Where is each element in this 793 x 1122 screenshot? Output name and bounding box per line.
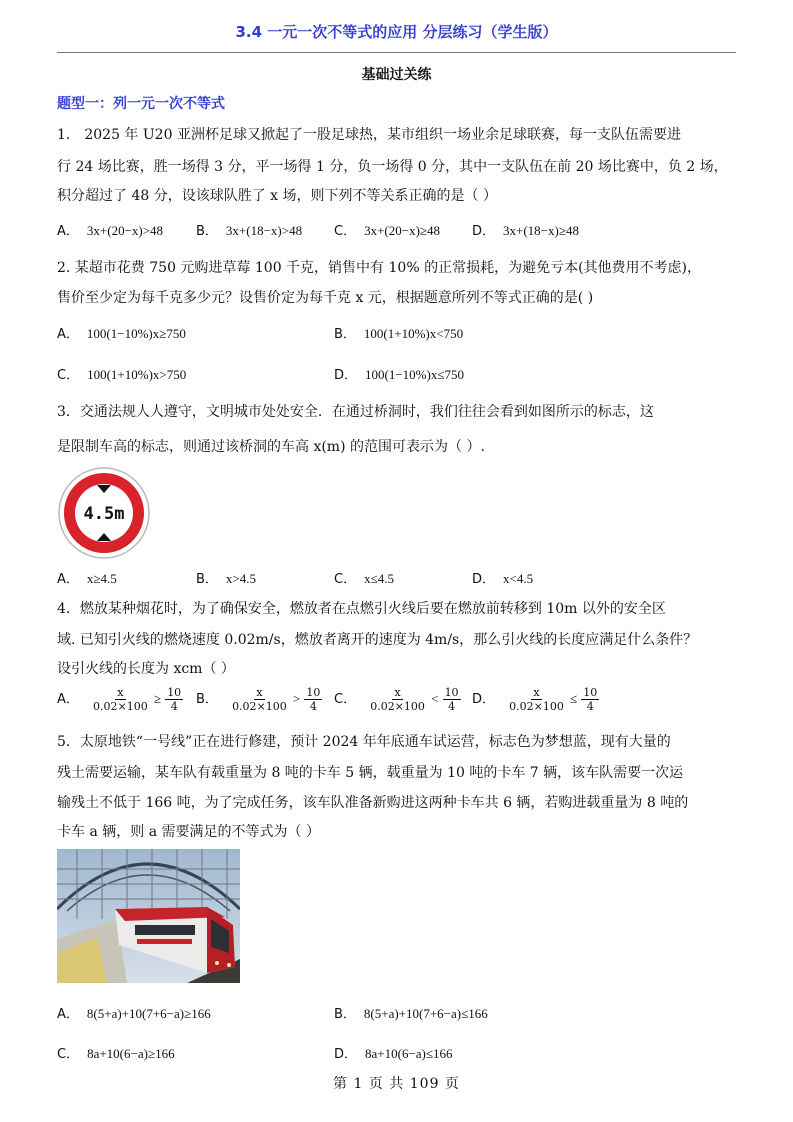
option-expression: 100(1−10%)x≤750 bbox=[365, 367, 464, 382]
fraction-right bbox=[443, 686, 461, 713]
q4-option-c[interactable] bbox=[334, 686, 461, 713]
option-expression: 100(1+10%)x<750 bbox=[363, 326, 464, 341]
option-label: D． bbox=[472, 692, 496, 707]
option-label: A． bbox=[57, 1007, 79, 1022]
option-label: D． bbox=[334, 368, 358, 383]
fraction-left bbox=[91, 686, 150, 713]
option-label: C． bbox=[57, 368, 80, 383]
q2-option-b[interactable] bbox=[334, 323, 463, 342]
q4-text-line: 设引火线的长度为 xcm（ ） bbox=[57, 661, 235, 677]
option-expression: 100(1−10%)x≥750 bbox=[86, 326, 186, 341]
fraction-right bbox=[304, 686, 322, 713]
option-expression: 8(5+a)+10(7+6−a)≥166 bbox=[86, 1006, 211, 1021]
option-expression: x≤4.5 bbox=[364, 571, 394, 586]
fraction-left bbox=[507, 686, 566, 713]
option-expression: 3x+(20−x)>48 bbox=[86, 223, 164, 238]
option-label: C． bbox=[57, 1047, 80, 1062]
fraction-denominator: 4 bbox=[448, 700, 456, 713]
fraction-numerator: 10 bbox=[444, 686, 459, 699]
option-label: D． bbox=[472, 224, 496, 239]
q2-option-a[interactable] bbox=[57, 323, 186, 342]
header-divider bbox=[57, 52, 736, 53]
option-label: A． bbox=[57, 572, 79, 587]
q5-text-line: 残土需要运输，某车队有载重量为 8 吨的卡车 5 辆，载重量为 10 吨的卡车 7 辆，该车队需要一次运 bbox=[57, 765, 684, 781]
option-label: B． bbox=[196, 572, 218, 587]
fraction-denominator: 0.02×100 bbox=[93, 700, 148, 713]
fraction-denominator: 4 bbox=[586, 700, 594, 713]
option-label: C． bbox=[334, 692, 357, 707]
q2-text-line: 售价至少定为每千克多少元？设售价定为每千克 x 元，根据题意所列不等式正确的是( ) bbox=[57, 290, 594, 306]
q5-text-line: 5．太原地铁“一号线”正在进行修建，预计 2024 年年底通车试运营，标志色为梦想蓝，现有大量的 bbox=[57, 734, 671, 750]
fraction-numerator: x bbox=[256, 686, 263, 699]
q1-text-line: 1． 2025 年 U20 亚洲杯足球又掀起了一股足球热，某市组织一场业余足球联赛，每一支队伍需要进 bbox=[57, 127, 681, 143]
option-expression: x<4.5 bbox=[503, 571, 534, 586]
option-label: B． bbox=[196, 224, 218, 239]
section-title: 基础过关练 bbox=[361, 67, 432, 83]
option-label: D． bbox=[334, 1047, 358, 1062]
q3-option-b[interactable] bbox=[196, 568, 256, 587]
q1-option-d[interactable] bbox=[472, 220, 579, 239]
option-label: C． bbox=[334, 572, 357, 587]
fraction-denominator: 4 bbox=[170, 700, 178, 713]
option-expression: 3x+(18−x)>48 bbox=[225, 223, 303, 238]
option-label: B． bbox=[196, 692, 218, 707]
q5-option-b[interactable] bbox=[334, 1003, 488, 1022]
q3-text-line: 3．交通法规人人遵守，文明城市处处安全．在通过桥洞时，我们往往会看到如图所示的标志，这 bbox=[57, 404, 654, 420]
fraction-denominator: 4 bbox=[309, 700, 317, 713]
option-label: D． bbox=[472, 572, 496, 587]
option-label: B． bbox=[334, 1007, 356, 1022]
option-expression: 8a+10(6−a)≤166 bbox=[365, 1046, 453, 1061]
q3-option-a[interactable] bbox=[57, 568, 117, 587]
inequality-sign: ≤ bbox=[570, 691, 578, 706]
option-expression: 8a+10(6−a)≥166 bbox=[87, 1046, 175, 1061]
q4-text-line: 域. 已知引火线的燃烧速度 0.02m/s，燃放者离开的速度为 4m/s，那么引火线的长度应满足什么条件？ bbox=[57, 632, 698, 648]
q5-option-a[interactable] bbox=[57, 1003, 211, 1022]
fraction-denominator: 0.02×100 bbox=[509, 700, 564, 713]
option-expression: 3x+(18−x)≥48 bbox=[503, 223, 579, 238]
q5-text-line: 输残土不低于 166 吨，为了完成任务，该车队准备新购进这两种卡车共 6 辆，若购进载重量为 8 吨的 bbox=[57, 795, 689, 811]
option-label: A． bbox=[57, 224, 79, 239]
q2-option-d[interactable] bbox=[334, 364, 464, 383]
q4-option-d[interactable] bbox=[472, 686, 599, 713]
fraction-left bbox=[368, 686, 427, 713]
q2-option-c[interactable] bbox=[57, 364, 186, 383]
fraction-numerator: 10 bbox=[583, 686, 598, 699]
fraction-right bbox=[165, 686, 183, 713]
inequality-sign: > bbox=[292, 691, 301, 706]
option-expression: 3x+(20−x)≥48 bbox=[364, 223, 441, 238]
option-expression: x≥4.5 bbox=[86, 571, 117, 586]
height-limit-sign bbox=[57, 466, 151, 560]
q4-text-line: 4．燃放某种烟花时，为了确保安全，燃放者在点燃引火线后要在燃放前转移到 10m 以外的安全区 bbox=[57, 601, 666, 617]
fraction-numerator: x bbox=[394, 686, 401, 699]
option-label: B． bbox=[334, 327, 356, 342]
fraction-right bbox=[581, 686, 599, 713]
fraction-left bbox=[230, 686, 289, 713]
option-label: C． bbox=[334, 224, 357, 239]
page-number-footer: 第 1 页 共 109 页 bbox=[333, 1076, 460, 1092]
metro-train-photo bbox=[57, 849, 240, 983]
q5-option-c[interactable] bbox=[57, 1043, 175, 1062]
q1-option-b[interactable] bbox=[196, 220, 302, 239]
q3-option-c[interactable] bbox=[334, 568, 394, 587]
fraction-denominator: 0.02×100 bbox=[370, 700, 425, 713]
q5-option-d[interactable] bbox=[334, 1043, 453, 1062]
option-expression: x>4.5 bbox=[225, 571, 257, 586]
fraction-denominator: 0.02×100 bbox=[232, 700, 287, 713]
q4-option-b[interactable] bbox=[196, 686, 322, 713]
q2-text-line: 2. 某超市花费 750 元购进草莓 100 千克，销售中有 10% 的正常损耗，为避免亏本(其他费用不考虑)， bbox=[57, 260, 701, 276]
q1-option-a[interactable] bbox=[57, 220, 163, 239]
inequality-sign: ≥ bbox=[153, 691, 162, 706]
q3-option-d[interactable] bbox=[472, 568, 533, 587]
inequality-sign: < bbox=[431, 691, 439, 706]
option-expression: 8(5+a)+10(7+6−a)≤166 bbox=[363, 1006, 488, 1021]
q1-option-c[interactable] bbox=[334, 220, 440, 239]
option-label: A． bbox=[57, 327, 79, 342]
fraction-numerator: 10 bbox=[167, 686, 182, 699]
q1-text-line: 行 24 场比赛，胜一场得 3 分，平一场得 1 分，负一场得 0 分，其中一支队伍在前 20 场比赛中，负 2 场， bbox=[57, 159, 728, 175]
fraction-numerator: x bbox=[117, 686, 124, 699]
page-header-title: 3.4 一元一次不等式的应用 分层练习（学生版） bbox=[235, 23, 558, 41]
q5-text-line: 卡车 a 辆，则 a 需要满足的不等式为（ ） bbox=[57, 824, 320, 840]
q3-text-line: 是限制车高的标志，则通过该桥洞的车高 x(m) 的范围可表示为（ ）. bbox=[57, 439, 485, 455]
option-expression: 100(1+10%)x>750 bbox=[87, 367, 187, 382]
q1-text-line: 积分超过了 48 分，设该球队胜了 x 场，则下列不等关系正确的是（ ） bbox=[57, 188, 497, 204]
fraction-numerator: x bbox=[533, 686, 540, 699]
option-label: A． bbox=[57, 692, 79, 707]
sign-height-text: 4.5m bbox=[83, 504, 125, 524]
fraction-numerator: 10 bbox=[306, 686, 321, 699]
question-type-title: 题型一：列一元一次不等式 bbox=[57, 96, 225, 112]
q4-option-a[interactable] bbox=[57, 686, 183, 713]
